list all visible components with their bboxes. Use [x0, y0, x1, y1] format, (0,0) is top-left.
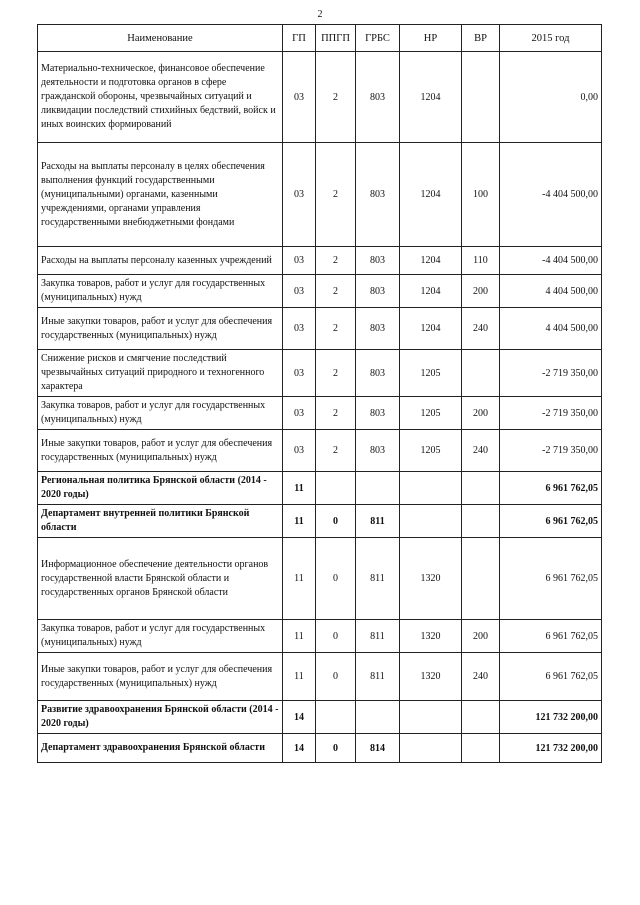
cell-vr: 100	[462, 143, 500, 247]
cell-gp: 11	[283, 538, 316, 620]
cell-nr: 1204	[400, 143, 462, 247]
table-row	[38, 505, 602, 538]
table-header-row	[38, 25, 602, 52]
cell-gp: 03	[283, 275, 316, 308]
cell-name: Закупка товаров, работ и услуг для государственных (муниципальных) нужд	[38, 275, 283, 308]
cell-nr: 1320	[400, 620, 462, 653]
cell-name: Закупка товаров, работ и услуг для государственных (муниципальных) нужд	[38, 397, 283, 430]
cell-amount: 4 404 500,00	[500, 308, 602, 350]
cell-grbs: 803	[356, 52, 400, 143]
table-row	[38, 308, 602, 350]
cell-gp: 14	[283, 734, 316, 763]
cell-amount: 6 961 762,05	[500, 653, 602, 701]
cell-ppgp: 2	[316, 143, 356, 247]
cell-amount: -2 719 350,00	[500, 430, 602, 472]
cell-gp: 03	[283, 247, 316, 275]
cell-amount: 0,00	[500, 52, 602, 143]
cell-vr	[462, 52, 500, 143]
cell-nr: 1204	[400, 275, 462, 308]
cell-nr: 1320	[400, 538, 462, 620]
cell-amount: -2 719 350,00	[500, 397, 602, 430]
table-row	[38, 430, 602, 472]
cell-nr: 1204	[400, 52, 462, 143]
cell-amount: 121 732 200,00	[500, 734, 602, 763]
cell-ppgp: 0	[316, 734, 356, 763]
cell-name: Расходы на выплаты персоналу в целях обеспечения выполнения функций государственными (муниципальными) органами, казенными учреждениями, органами управления государственными внебюджетными фондами	[38, 143, 283, 247]
cell-amount: -4 404 500,00	[500, 143, 602, 247]
cell-vr: 240	[462, 653, 500, 701]
cell-grbs: 803	[356, 430, 400, 472]
header-nr: НР	[400, 25, 462, 52]
cell-gp: 03	[283, 397, 316, 430]
cell-gp: 03	[283, 52, 316, 143]
cell-name: Региональная политика Брянской области (2014 - 2020 годы)	[38, 472, 283, 505]
cell-amount: 6 961 762,05	[500, 538, 602, 620]
cell-ppgp: 2	[316, 430, 356, 472]
cell-ppgp: 2	[316, 350, 356, 397]
cell-name: Расходы на выплаты персоналу казенных учреждений	[38, 247, 283, 275]
cell-amount: 6 961 762,05	[500, 620, 602, 653]
cell-ppgp: 0	[316, 505, 356, 538]
cell-nr: 1205	[400, 350, 462, 397]
cell-vr: 200	[462, 620, 500, 653]
cell-name: Департамент здравоохранения Брянской области	[38, 734, 283, 763]
table-row	[38, 734, 602, 763]
cell-name: Закупка товаров, работ и услуг для государственных (муниципальных) нужд	[38, 620, 283, 653]
cell-nr	[400, 472, 462, 505]
cell-ppgp: 2	[316, 52, 356, 143]
table-row	[38, 247, 602, 275]
cell-amount: 6 961 762,05	[500, 505, 602, 538]
header-name: Наименование	[38, 25, 283, 52]
cell-ppgp: 2	[316, 397, 356, 430]
table-row	[38, 653, 602, 701]
header-gp: ГП	[283, 25, 316, 52]
cell-amount: 121 732 200,00	[500, 701, 602, 734]
cell-ppgp: 0	[316, 538, 356, 620]
cell-gp: 03	[283, 350, 316, 397]
cell-vr	[462, 734, 500, 763]
cell-vr: 240	[462, 430, 500, 472]
cell-grbs: 803	[356, 308, 400, 350]
cell-grbs: 811	[356, 538, 400, 620]
cell-gp: 11	[283, 653, 316, 701]
cell-nr	[400, 701, 462, 734]
cell-amount: -2 719 350,00	[500, 350, 602, 397]
cell-gp: 11	[283, 505, 316, 538]
table-row	[38, 538, 602, 620]
cell-vr: 110	[462, 247, 500, 275]
cell-vr: 200	[462, 397, 500, 430]
cell-gp: 03	[283, 308, 316, 350]
cell-grbs: 803	[356, 350, 400, 397]
cell-grbs	[356, 472, 400, 505]
table-row	[38, 275, 602, 308]
cell-gp: 11	[283, 620, 316, 653]
cell-nr: 1205	[400, 397, 462, 430]
cell-grbs: 811	[356, 505, 400, 538]
cell-gp: 11	[283, 472, 316, 505]
cell-vr	[462, 701, 500, 734]
cell-ppgp: 0	[316, 620, 356, 653]
cell-amount: -4 404 500,00	[500, 247, 602, 275]
cell-ppgp	[316, 472, 356, 505]
cell-grbs	[356, 701, 400, 734]
table-row	[38, 620, 602, 653]
cell-amount: 6 961 762,05	[500, 472, 602, 505]
table-row	[38, 397, 602, 430]
cell-nr	[400, 505, 462, 538]
page-number: 2	[317, 9, 323, 20]
cell-name: Департамент внутренней политики Брянской области	[38, 505, 283, 538]
cell-grbs: 803	[356, 275, 400, 308]
cell-name: Материально-техническое, финансовое обеспечение деятельности и подготовка органов в сфере гражданской обороны, чрезвычайных ситуаций и ликвидации последствий стихийных бедствий, войск и иных воинских формирований	[38, 52, 283, 143]
header-amount: 2015 год	[500, 25, 602, 52]
cell-ppgp: 0	[316, 653, 356, 701]
cell-vr	[462, 538, 500, 620]
header-ppgp: ППГП	[316, 25, 356, 52]
cell-vr	[462, 505, 500, 538]
cell-vr	[462, 472, 500, 505]
cell-name: Иные закупки товаров, работ и услуг для обеспечения государственных (муниципальных) нужд	[38, 308, 283, 350]
cell-name: Иные закупки товаров, работ и услуг для обеспечения государственных (муниципальных) нужд	[38, 653, 283, 701]
table-row	[38, 52, 602, 143]
cell-ppgp: 2	[316, 308, 356, 350]
cell-vr: 200	[462, 275, 500, 308]
cell-nr: 1205	[400, 430, 462, 472]
cell-nr: 1204	[400, 308, 462, 350]
cell-name: Снижение рисков и смягчение последствий чрезвычайных ситуаций природного и техногенного характера	[38, 350, 283, 397]
table-row	[38, 701, 602, 734]
cell-nr: 1320	[400, 653, 462, 701]
cell-amount: 4 404 500,00	[500, 275, 602, 308]
cell-grbs: 803	[356, 397, 400, 430]
cell-ppgp: 2	[316, 247, 356, 275]
cell-gp: 03	[283, 143, 316, 247]
header-vr: ВР	[462, 25, 500, 52]
cell-grbs: 803	[356, 143, 400, 247]
cell-grbs: 803	[356, 247, 400, 275]
table-row	[38, 350, 602, 397]
header-grbs: ГРБС	[356, 25, 400, 52]
cell-ppgp	[316, 701, 356, 734]
cell-name: Развитие здравоохранения Брянской области (2014 - 2020 годы)	[38, 701, 283, 734]
cell-grbs: 811	[356, 620, 400, 653]
cell-gp: 14	[283, 701, 316, 734]
table-row	[38, 143, 602, 247]
cell-vr	[462, 350, 500, 397]
cell-grbs: 814	[356, 734, 400, 763]
cell-name: Информационное обеспечение деятельности органов государственной власти Брянской области и государственных органов Брянской области	[38, 538, 283, 620]
cell-gp: 03	[283, 430, 316, 472]
cell-name: Иные закупки товаров, работ и услуг для обеспечения государственных (муниципальных) нужд	[38, 430, 283, 472]
budget-table	[37, 24, 602, 763]
cell-grbs: 811	[356, 653, 400, 701]
cell-nr	[400, 734, 462, 763]
cell-vr: 240	[462, 308, 500, 350]
table-row	[38, 472, 602, 505]
cell-nr: 1204	[400, 247, 462, 275]
cell-ppgp: 2	[316, 275, 356, 308]
